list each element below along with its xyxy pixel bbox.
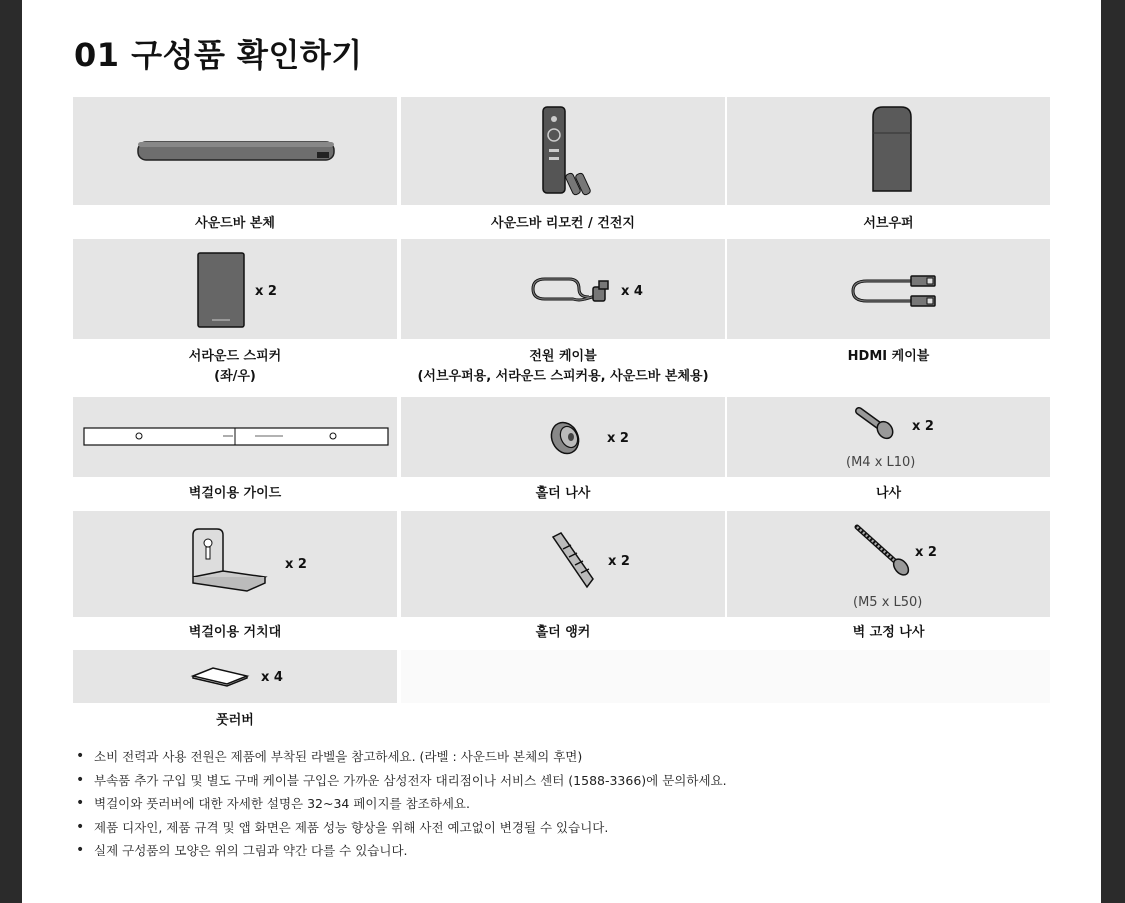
wall-mount-guide-image <box>83 427 389 447</box>
note-item: • 소비 전력과 사용 전원은 제품에 부착된 라벨을 참고하세요. (라벨 : 사운드바 본체의 후면) <box>74 745 727 769</box>
item-cell-screw <box>727 397 1050 477</box>
item-label-surround-line1: 서라운드 스피커 <box>188 349 282 364</box>
item-cell-remote <box>401 97 725 205</box>
item-label-holder-anchor: 홀더 앵커 <box>535 625 591 640</box>
item-spec-wall-screw: (M5 x L50) <box>853 595 923 610</box>
remote-battery-image <box>541 105 601 197</box>
screw-image <box>855 407 897 441</box>
foot-rubber-image <box>191 666 249 688</box>
item-label-foot-rubber: 풋러버 <box>216 713 254 728</box>
item-cell-foot-rubber <box>73 650 397 703</box>
item-label-wall-screw: 벽 고정 나사 <box>852 625 925 640</box>
item-label-surround-line2: (좌/우) <box>214 369 256 384</box>
empty-cell <box>401 650 1050 703</box>
item-label-subwoofer: 서브우퍼 <box>863 216 914 231</box>
page-title: 01 구성품 확인하기 <box>74 36 363 74</box>
item-cell-wall-bracket <box>73 511 397 617</box>
item-cell-holder-anchor <box>401 511 725 617</box>
item-cell-wall-guide <box>73 397 397 477</box>
item-qty-surround: x 2 <box>255 284 277 299</box>
item-cell-holder-screw <box>401 397 725 477</box>
item-qty-wall-screw: x 2 <box>915 545 937 560</box>
item-label-wall-guide: 벽걸이용 가이드 <box>188 486 282 501</box>
item-label-power-cable <box>401 347 725 387</box>
item-label-screw: 나사 <box>875 486 902 501</box>
wall-bracket-image <box>187 527 269 593</box>
item-cell-power-cable <box>401 239 725 339</box>
item-spec-screw: (M4 x L10) <box>846 455 916 470</box>
item-label-power-cable-line2: (서브우퍼용, 서라운드 스피커용, 사운드바 본체용) <box>417 369 709 384</box>
item-label-surround <box>73 347 397 387</box>
wall-fixing-screw-image <box>853 523 915 579</box>
soundbar-image <box>137 141 337 163</box>
item-label-holder-screw: 홀더 나사 <box>535 486 591 501</box>
item-qty-screw: x 2 <box>912 419 934 434</box>
item-label-soundbar: 사운드바 본체 <box>195 216 275 231</box>
note-item: • 부속품 추가 구입 및 별도 구매 케이블 구입은 가까운 삼성전자 대리점이나 서비스 센터 (1588-3366)에 문의하세요. <box>74 769 727 793</box>
item-label-wall-bracket: 벽걸이용 거치대 <box>188 625 282 640</box>
note-item: • 실제 구성품의 모양은 위의 그림과 약간 다를 수 있습니다. <box>74 839 727 863</box>
item-qty-power-cable: x 4 <box>621 284 643 299</box>
item-qty-foot-rubber: x 4 <box>261 670 283 685</box>
item-label-remote: 사운드바 리모컨 / 건전지 <box>491 216 635 231</box>
note-item: • 벽걸이와 풋러버에 대한 자세한 설명은 32~34 페이지를 참조하세요. <box>74 792 727 816</box>
surround-speaker-image <box>196 251 246 329</box>
item-cell-subwoofer <box>727 97 1050 205</box>
item-cell-wall-screw <box>727 511 1050 617</box>
notes-list <box>74 745 727 863</box>
power-cable-image <box>529 275 615 311</box>
item-cell-surround <box>73 239 397 339</box>
item-qty-wall-bracket: x 2 <box>285 557 307 572</box>
item-qty-holder-screw: x 2 <box>607 431 629 446</box>
item-cell-soundbar <box>73 97 397 205</box>
item-qty-holder-anchor: x 2 <box>608 554 630 569</box>
subwoofer-image <box>871 105 913 195</box>
holder-screw-image <box>547 417 585 457</box>
holder-anchor-image <box>549 531 597 591</box>
manual-page <box>22 0 1101 903</box>
item-cell-hdmi <box>727 239 1050 339</box>
item-label-hdmi: HDMI 케이블 <box>847 349 930 364</box>
note-item: • 제품 디자인, 제품 규격 및 앱 화면은 제품 성능 향상을 위해 사전 예고없이 변경될 수 있습니다. <box>74 816 727 840</box>
item-label-power-cable-line1: 전원 케이블 <box>529 349 597 364</box>
hdmi-cable-image <box>847 273 939 309</box>
